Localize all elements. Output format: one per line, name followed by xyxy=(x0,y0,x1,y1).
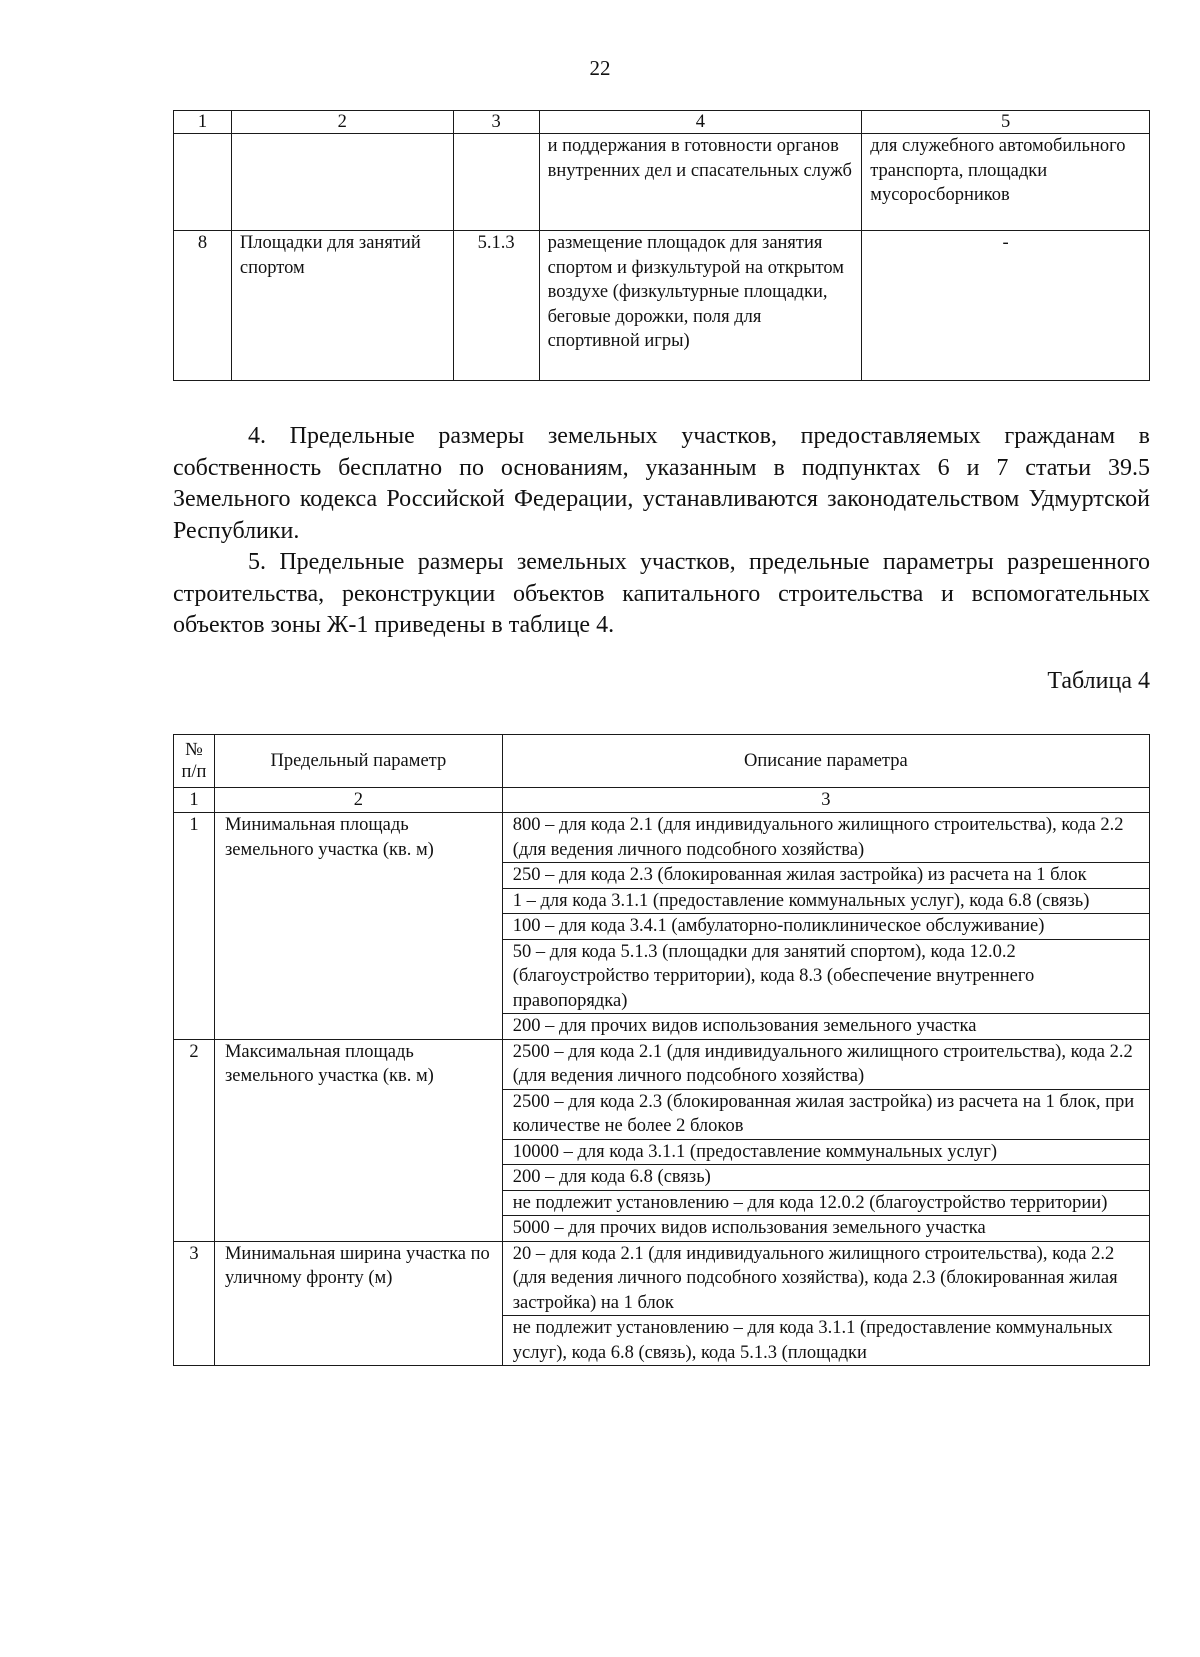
row-number: 2 xyxy=(174,1039,215,1241)
paragraph-5: 5. Предельные размеры земельных участков, предельные параметры разрешенного строительства, реконструкции объектов капитального строительства и вспомогательных объектов зоны Ж-1 приведены в таблице 4. xyxy=(173,549,1150,638)
column-number: 1 xyxy=(174,111,232,134)
parameter-value: 2500 – для кода 2.3 (блокированная жилая застройка) из расчета на 1 блок, при количестве не более 2 блоков xyxy=(502,1089,1149,1139)
use-type-name xyxy=(231,134,453,231)
parameter-value: 100 – для кода 3.4.1 (амбулаторно-поликлиническое обслуживание) xyxy=(502,914,1149,940)
parameters-table xyxy=(173,734,1150,1366)
parameter-value: не подлежит установлению – для кода 3.1.1 (предоставление коммунальных услуг), кода 6.8 (связь), кода 5.1.3 (площадки xyxy=(502,1316,1149,1366)
table-header-row xyxy=(174,111,1150,134)
table-row xyxy=(174,1039,1150,1089)
page-number: 22 xyxy=(589,56,611,80)
use-type-note: для служебного автомобильного транспорта, площадки мусоросборников xyxy=(862,134,1150,231)
header-num: № п/п xyxy=(174,735,215,788)
header-param: Предельный параметр xyxy=(214,735,502,788)
use-type-name: Площадки для занятий спортом xyxy=(231,231,453,381)
table-header-row xyxy=(174,735,1150,788)
parameter-value: 250 – для кода 2.3 (блокированная жилая застройка) из расчета на 1 блок xyxy=(502,863,1149,889)
parameter-name: Максимальная площадь земельного участка (кв. м) xyxy=(214,1039,502,1241)
row-number: 3 xyxy=(174,1241,215,1366)
parameter-value: 2500 – для кода 2.1 (для индивидуального жилищного строительства), кода 2.2 (для ведения личного подсобного хозяйства) xyxy=(502,1039,1149,1089)
parameter-value: 50 – для кода 5.1.3 (площадки для занятий спортом), кода 12.0.2 (благоустройство территории), кода 8.3 (обеспечение внутреннего правопорядка) xyxy=(502,939,1149,1014)
column-number: 4 xyxy=(539,111,862,134)
land-use-table-continuation xyxy=(173,110,1150,381)
table-row xyxy=(174,1241,1150,1316)
row-number xyxy=(174,134,232,231)
use-type-note: - xyxy=(862,231,1150,381)
parameter-value: 5000 – для прочих видов использования земельного участка xyxy=(502,1216,1149,1242)
body-text xyxy=(173,421,1150,642)
parameter-name: Минимальная ширина участка по уличному фронту (м) xyxy=(214,1241,502,1366)
row-number: 1 xyxy=(174,813,215,1040)
parameter-name: Минимальная площадь земельного участка (кв. м) xyxy=(214,813,502,1040)
column-number-row xyxy=(174,788,1150,813)
column-number: 2 xyxy=(231,111,453,134)
table-row xyxy=(174,231,1150,381)
parameter-value: 10000 – для кода 3.1.1 (предоставление коммунальных услуг) xyxy=(502,1139,1149,1165)
column-number: 5 xyxy=(862,111,1150,134)
table-row xyxy=(174,813,1150,863)
header-desc: Описание параметра xyxy=(502,735,1149,788)
use-type-description: и поддержания в готовности органов внутренних дел и спасательных служб xyxy=(539,134,862,231)
use-type-code xyxy=(453,134,539,231)
column-number: 2 xyxy=(214,788,502,813)
parameter-value: 1 – для кода 3.1.1 (предоставление коммунальных услуг), кода 6.8 (связь) xyxy=(502,888,1149,914)
table-caption: Таблица 4 xyxy=(1047,668,1150,694)
row-number: 8 xyxy=(174,231,232,381)
paragraph-4: 4. Предельные размеры земельных участков, предоставляемых гражданам в собственность бесплатно по основаниям, указанным в подпунктах 6 и 7 статьи 39.5 Земельного кодекса Российской Федерации, устанавливаются законодательством Удмуртской Республики. xyxy=(173,423,1150,544)
parameter-value: 200 – для кода 6.8 (связь) xyxy=(502,1165,1149,1191)
column-number: 1 xyxy=(174,788,215,813)
table-row xyxy=(174,134,1150,231)
parameter-value: не подлежит установлению – для кода 12.0.2 (благоустройство территории) xyxy=(502,1190,1149,1216)
parameter-value: 20 – для кода 2.1 (для индивидуального жилищного строительства), кода 2.2 (для ведения личного подсобного хозяйства), кода 2.3 (блокированная жилая застройка) на 1 блок xyxy=(502,1241,1149,1316)
parameter-value: 800 – для кода 2.1 (для индивидуального жилищного строительства), кода 2.2 (для ведения личного подсобного хозяйства) xyxy=(502,813,1149,863)
use-type-code: 5.1.3 xyxy=(453,231,539,381)
parameter-value: 200 – для прочих видов использования земельного участка xyxy=(502,1014,1149,1040)
column-number: 3 xyxy=(502,788,1149,813)
column-number: 3 xyxy=(453,111,539,134)
use-type-description: размещение площадок для занятия спортом и физкультурой на открытом воздухе (физкультурные площадки, беговые дорожки, поля для спортивной игры) xyxy=(539,231,862,381)
